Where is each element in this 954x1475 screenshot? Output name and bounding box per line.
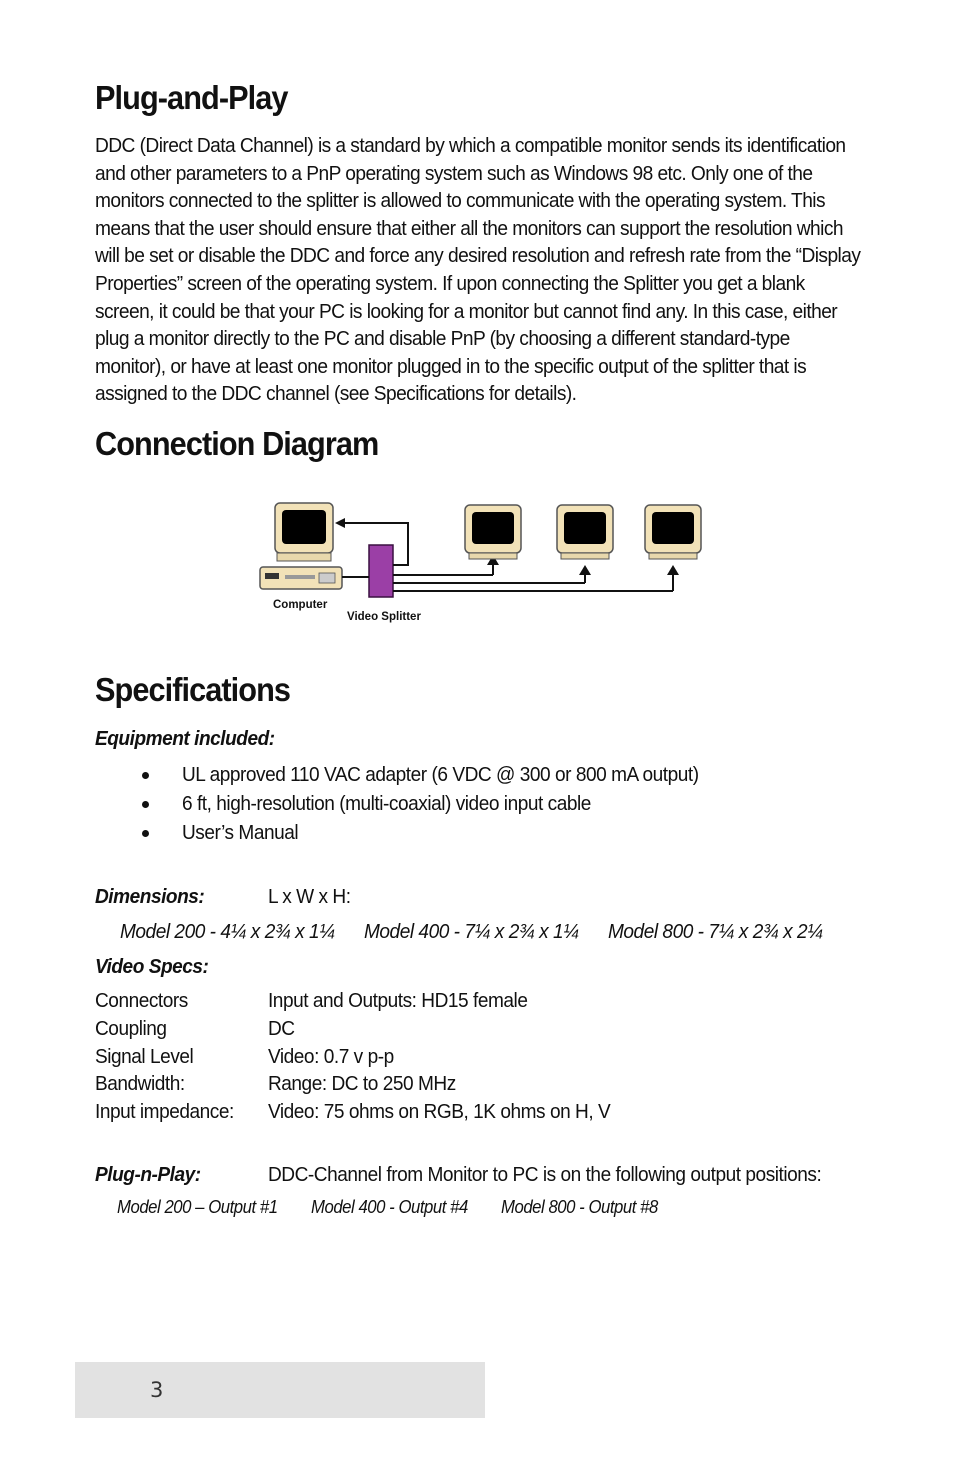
- spec-row: [95, 1072, 839, 1100]
- bullet-icon: [142, 830, 149, 837]
- spec-value: Input and Outputs: HD15 female: [267, 989, 528, 1012]
- arrow-head: [579, 565, 591, 575]
- video-specs-label: Video Specs:: [95, 955, 209, 978]
- output-monitor-icon: [645, 505, 701, 559]
- spec-name: Coupling: [95, 1017, 167, 1040]
- spec-value: DC: [267, 1017, 295, 1040]
- video-splitter-box: [369, 545, 393, 597]
- equipment-list: [140, 760, 738, 847]
- spec-name: Bandwidth:: [95, 1072, 185, 1095]
- page-number: 3: [150, 1378, 164, 1402]
- pnp-model-800: Model 800 - Output #8: [501, 1197, 658, 1217]
- dimensions-value: L x W x H:: [268, 885, 351, 908]
- output-monitor-icon: [465, 505, 521, 559]
- pnp-value: DDC-Channel from Monitor to PC is on the following output positions:: [268, 1163, 822, 1186]
- label-video-splitter: Video Splitter: [347, 611, 421, 623]
- heading-specifications: Specifications: [95, 671, 291, 708]
- spec-value: Range: DC to 250 MHz: [267, 1072, 456, 1095]
- list-item: UL approved 110 VAC adapter (6 VDC @ 300 or 800 mA output): [140, 760, 738, 789]
- pnp-model-200: Model 200 – Output #1: [117, 1197, 278, 1217]
- dimensions-model-200: Model 200 - 4¼ x 2¾ x 1¼: [120, 920, 335, 943]
- spec-row: [95, 1100, 839, 1128]
- connection-diagram: [255, 495, 715, 630]
- spec-row: [95, 1017, 839, 1045]
- heading-plug-and-play: Plug-and-Play: [95, 79, 288, 116]
- footer-bar: [75, 1362, 485, 1418]
- list-item: 6 ft, high-resolution (multi-coaxial) video input cable: [140, 789, 738, 818]
- arrow-head: [667, 565, 679, 575]
- spec-name: Signal Level: [95, 1045, 194, 1068]
- spec-row: [95, 989, 839, 1017]
- computer-case-icon: [260, 567, 342, 589]
- pnp-label: Plug-n-Play:: [95, 1163, 201, 1186]
- dimensions-model-800: Model 800 - 7¼ x 2¾ x 2¼: [608, 920, 823, 943]
- dimensions-model-400: Model 400 - 7¼ x 2¾ x 1¼: [364, 920, 579, 943]
- pnp-model-400: Model 400 - Output #4: [311, 1197, 468, 1217]
- spec-value: Video: 75 ohms on RGB, 1K ohms on H, V: [267, 1100, 611, 1123]
- spec-value: Video: 0.7 v p-p: [267, 1045, 394, 1068]
- arrow-head: [335, 518, 345, 528]
- bullet-icon: [142, 772, 149, 779]
- spec-name: Input impedance:: [95, 1100, 234, 1123]
- output-monitor-icon: [557, 505, 613, 559]
- spec-row: [95, 1045, 839, 1073]
- list-item: User’s Manual: [140, 818, 738, 847]
- spec-name: Connectors: [95, 989, 188, 1012]
- equipment-label: Equipment included:: [95, 727, 275, 750]
- computer-monitor-icon: [275, 503, 333, 561]
- plug-and-play-paragraph: DDC (Direct Data Channel) is a standard by which a compatible monitor sends its identification and other parameters to a PnP operating system such as Windows 98 etc. Only one of the monitors connected to the splitter is allowed to communicate with the operating system. This means that the user should ensure that either all the monitors can support the resolution which will be set or disable the DDC and force any desired resolution and refresh rate from the “Display Properties” screen of the operating system. If upon connecting the Splitter you get a blank screen, it could be that your PC is looking for a monitor but cannot find any. In this case, either plug a monitor directly to the PC and disable PnP (by choosing a different standard-type monitor), or have at least one monitor plugged in to the specific output of the splitter that is assigned to the DDC channel (see Specifications for details).: [95, 134, 861, 406]
- bullet-icon: [142, 801, 149, 808]
- heading-connection-diagram: Connection Diagram: [95, 425, 379, 462]
- label-computer: Computer: [273, 599, 328, 611]
- dimensions-label: Dimensions:: [95, 885, 205, 908]
